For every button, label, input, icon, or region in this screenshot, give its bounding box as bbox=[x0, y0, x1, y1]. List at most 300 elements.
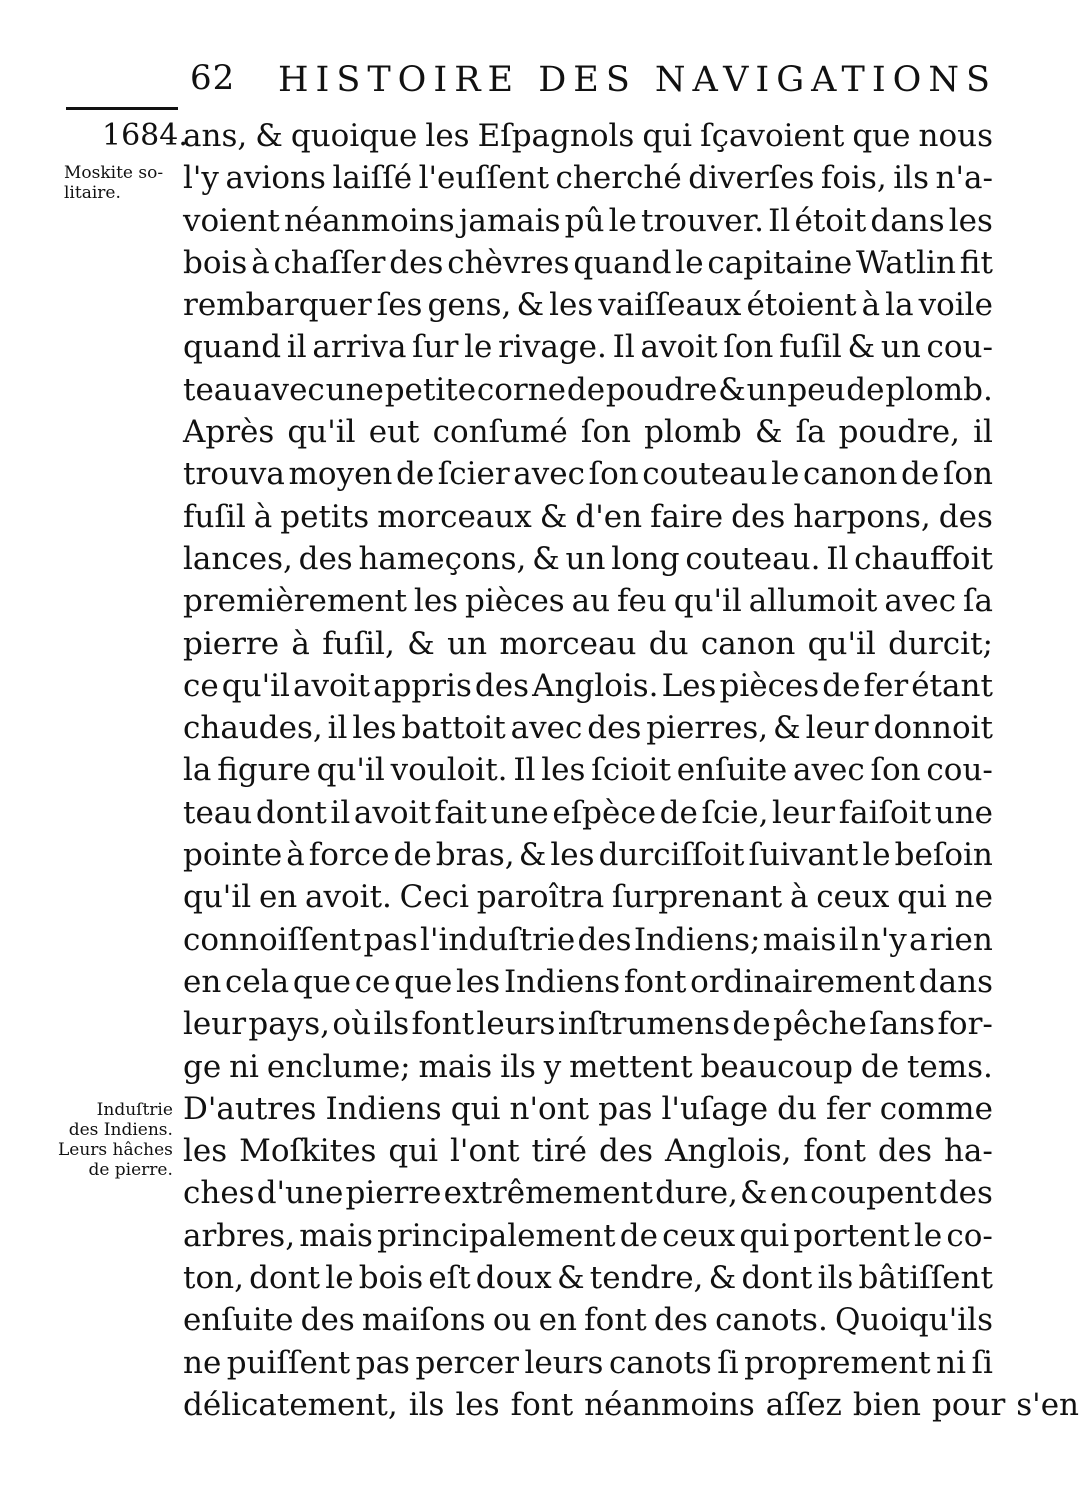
word: qu'il bbox=[221, 667, 290, 704]
word: pointe bbox=[183, 837, 283, 874]
word: des bbox=[938, 1175, 993, 1212]
margin-year: 1684. bbox=[102, 118, 188, 153]
word: des bbox=[938, 498, 993, 535]
word: & bbox=[708, 1260, 737, 1297]
word: arriva bbox=[312, 329, 407, 366]
word: de bbox=[395, 456, 435, 493]
word: morceau bbox=[499, 625, 637, 662]
word: Eſpagnols bbox=[477, 118, 635, 154]
word: vaiſſeaux bbox=[598, 287, 742, 324]
word: mais bbox=[762, 921, 837, 958]
word: mettent bbox=[569, 1048, 693, 1085]
word: de bbox=[822, 667, 861, 704]
word: & bbox=[539, 498, 568, 535]
word: voient bbox=[183, 202, 280, 239]
word: ceux bbox=[816, 879, 890, 916]
word: ches bbox=[183, 1175, 255, 1212]
word: étoient bbox=[746, 287, 857, 324]
word: allumoit bbox=[748, 583, 878, 620]
word: cou- bbox=[926, 752, 993, 789]
word: corne bbox=[476, 371, 567, 408]
word: de bbox=[393, 837, 432, 874]
word: de bbox=[846, 371, 885, 408]
word: pêche bbox=[772, 1006, 867, 1043]
word: nous bbox=[918, 118, 993, 154]
word: il bbox=[286, 329, 307, 366]
word: les bbox=[549, 287, 594, 324]
word: fait bbox=[434, 794, 487, 831]
word: la bbox=[183, 752, 212, 789]
word: ſi bbox=[717, 1344, 739, 1381]
text-line bbox=[183, 707, 993, 749]
word: comme bbox=[879, 1090, 993, 1127]
word: & bbox=[754, 414, 783, 451]
word: ne bbox=[183, 1344, 222, 1381]
word: bien bbox=[852, 1386, 921, 1423]
word: fois, bbox=[820, 160, 887, 197]
word: font bbox=[584, 1302, 647, 1339]
word: co- bbox=[946, 1217, 993, 1254]
word: Watlin bbox=[856, 244, 956, 281]
word: & bbox=[556, 1260, 585, 1297]
word: ſurprenant bbox=[612, 879, 783, 916]
text-line bbox=[183, 538, 993, 580]
word: des bbox=[389, 244, 444, 281]
word: ge bbox=[183, 1048, 222, 1085]
word: portent bbox=[793, 1217, 910, 1254]
word: des bbox=[731, 498, 786, 535]
word: ſes bbox=[376, 287, 423, 324]
word: des bbox=[474, 667, 530, 704]
word: chauffoit bbox=[854, 540, 993, 577]
margin-note-moskite bbox=[64, 163, 163, 203]
word: l'induſtrie bbox=[420, 921, 576, 958]
word: rivage. bbox=[498, 329, 607, 366]
word: petits bbox=[280, 498, 370, 535]
margin-note-line: Moskite so- bbox=[64, 163, 164, 183]
word: percer bbox=[415, 1344, 520, 1381]
word: dure, bbox=[655, 1175, 738, 1212]
word: dont bbox=[741, 1260, 813, 1297]
word: avoit bbox=[353, 794, 431, 831]
word: a bbox=[909, 921, 928, 958]
word: pierre bbox=[345, 1175, 442, 1212]
word: trouva bbox=[183, 456, 285, 493]
word: ils bbox=[500, 1048, 536, 1085]
word: D'autres bbox=[183, 1090, 317, 1127]
word: néanmoins bbox=[284, 202, 455, 239]
word: coupent bbox=[810, 1175, 937, 1212]
text-line bbox=[183, 1046, 993, 1088]
word: de bbox=[659, 794, 698, 831]
word: paroîtra bbox=[476, 879, 605, 916]
word: pierres, bbox=[646, 710, 769, 747]
word: une bbox=[325, 371, 384, 408]
word: ſon bbox=[942, 456, 993, 493]
word: Il bbox=[826, 540, 849, 577]
word: bras, bbox=[435, 837, 515, 874]
word: dont bbox=[249, 1260, 321, 1297]
margin-note-line: des Indiens. bbox=[68, 1120, 173, 1140]
word: battoit bbox=[401, 710, 506, 747]
word: des bbox=[598, 1133, 654, 1170]
word: Anglois. bbox=[532, 667, 659, 704]
text-line bbox=[183, 1342, 993, 1384]
word: plomb. bbox=[885, 371, 993, 408]
word: étant bbox=[911, 667, 993, 704]
word: en bbox=[769, 1175, 809, 1212]
word: chèvres bbox=[447, 244, 570, 281]
word: avec bbox=[510, 710, 583, 747]
word: d'une bbox=[256, 1175, 344, 1212]
word: ne bbox=[954, 879, 993, 916]
word: fuſil bbox=[779, 329, 842, 366]
word: cherché bbox=[555, 160, 682, 197]
word: font bbox=[623, 963, 687, 1000]
word: diverſes bbox=[688, 160, 815, 197]
text-line bbox=[183, 623, 993, 665]
running-header bbox=[190, 52, 997, 102]
word: moyen bbox=[288, 456, 393, 493]
word: canon bbox=[803, 456, 898, 493]
word: l'uſage bbox=[661, 1090, 769, 1127]
word: de bbox=[901, 456, 940, 493]
word: les bbox=[352, 710, 397, 747]
word: la bbox=[885, 287, 914, 324]
word: ſcie, bbox=[701, 794, 769, 831]
word: ſon bbox=[580, 414, 631, 451]
word: bâtiſſent bbox=[858, 1260, 993, 1297]
text-line bbox=[183, 453, 993, 495]
word: laiſſé bbox=[332, 160, 413, 197]
word: l'euſſent bbox=[418, 160, 550, 197]
word: un bbox=[565, 540, 606, 577]
word: en bbox=[538, 1302, 577, 1339]
word: lances, bbox=[183, 540, 293, 577]
word: jamais bbox=[458, 202, 561, 239]
margin-note-line: de pierre. bbox=[88, 1160, 173, 1180]
word: rembarquer bbox=[183, 287, 372, 324]
text-line bbox=[183, 369, 993, 411]
word: s'en bbox=[1016, 1386, 1079, 1423]
word: leurs bbox=[476, 1006, 556, 1043]
word: durcit; bbox=[888, 625, 993, 662]
word: & bbox=[516, 287, 545, 324]
word: beſoin bbox=[894, 837, 993, 874]
word: enſuite bbox=[676, 752, 788, 789]
word: des bbox=[298, 540, 353, 577]
word: ſon bbox=[870, 752, 921, 789]
word: au bbox=[571, 583, 611, 620]
word: long bbox=[611, 540, 680, 577]
word: rien bbox=[929, 921, 993, 958]
text-line bbox=[183, 1215, 993, 1257]
word: où bbox=[332, 1006, 372, 1043]
text-line bbox=[183, 326, 993, 368]
word: ſon bbox=[723, 329, 774, 366]
word: fuſil, bbox=[322, 625, 395, 662]
word: & bbox=[532, 540, 560, 577]
word: avec bbox=[513, 456, 585, 493]
word: qui bbox=[388, 1133, 439, 1170]
word: avoit bbox=[292, 667, 371, 704]
word: font bbox=[510, 1386, 574, 1423]
word: Moſkites bbox=[239, 1133, 377, 1170]
word: enſuite bbox=[183, 1302, 294, 1339]
word: à bbox=[251, 244, 270, 281]
text-line bbox=[183, 876, 993, 918]
word: ſçavoient bbox=[700, 118, 845, 154]
word: le bbox=[914, 1217, 943, 1254]
word: pièces bbox=[464, 583, 565, 620]
text-line bbox=[183, 1130, 993, 1172]
word: Indiens bbox=[325, 1090, 442, 1127]
word: les bbox=[948, 202, 993, 239]
word: eut bbox=[368, 414, 420, 451]
word: ſi bbox=[971, 1344, 993, 1381]
word: les bbox=[456, 963, 501, 1000]
word: Indiens; bbox=[633, 921, 761, 958]
word: avec bbox=[884, 583, 957, 620]
word: le bbox=[325, 1260, 354, 1297]
word: les bbox=[541, 752, 586, 789]
word: chaudes, bbox=[183, 710, 323, 747]
word: néanmoins bbox=[584, 1386, 755, 1423]
word: de bbox=[619, 1217, 658, 1254]
word: le bbox=[862, 837, 891, 874]
word: à bbox=[789, 879, 809, 916]
text-line bbox=[183, 115, 993, 157]
word: les bbox=[183, 1133, 228, 1170]
word: ſa bbox=[963, 583, 993, 620]
text-line bbox=[183, 834, 993, 876]
text-line bbox=[183, 919, 993, 961]
word: les bbox=[425, 118, 470, 154]
header-rule bbox=[66, 107, 178, 110]
word: Anglois, bbox=[665, 1133, 792, 1170]
word: canots. bbox=[715, 1302, 828, 1339]
word: ſa bbox=[795, 414, 826, 451]
word: Il bbox=[768, 202, 791, 239]
text-line bbox=[183, 242, 993, 284]
word: leur bbox=[805, 710, 869, 747]
word: des bbox=[877, 1133, 933, 1170]
word: à bbox=[861, 287, 881, 324]
word: avions bbox=[225, 160, 326, 197]
text-line bbox=[183, 665, 993, 707]
word: puiſſent bbox=[226, 1344, 351, 1381]
word: ſon bbox=[588, 456, 639, 493]
word: Il bbox=[612, 329, 635, 366]
word: des bbox=[587, 710, 642, 747]
word: les bbox=[455, 1386, 500, 1423]
word: qu'il bbox=[807, 625, 876, 662]
word: & bbox=[518, 837, 547, 874]
word: gens, bbox=[427, 287, 512, 324]
word: n'ont bbox=[509, 1090, 590, 1127]
word: force bbox=[308, 837, 390, 874]
word: dont bbox=[255, 794, 327, 831]
word: une bbox=[490, 794, 549, 831]
text-line bbox=[183, 1088, 993, 1130]
margin-note-line: Leurs hâches bbox=[58, 1140, 173, 1160]
word: quoique bbox=[290, 118, 418, 154]
word: couteau. bbox=[685, 540, 821, 577]
word: ils bbox=[893, 160, 930, 197]
word: du bbox=[648, 625, 689, 662]
word: le bbox=[771, 456, 800, 493]
margin-note-line: litaire. bbox=[64, 183, 121, 203]
text-line bbox=[183, 411, 993, 453]
text-line bbox=[183, 1003, 993, 1045]
word: tendre, bbox=[589, 1260, 704, 1297]
word: les bbox=[550, 837, 595, 874]
word: qu'il bbox=[287, 414, 356, 451]
word: connoiſſent bbox=[183, 921, 362, 958]
word: & bbox=[255, 118, 283, 154]
running-title: HISTOIRE DES NAVIGATIONS bbox=[278, 60, 997, 100]
word: ce bbox=[183, 667, 219, 704]
word: un bbox=[880, 329, 921, 366]
word: maiſons bbox=[361, 1302, 486, 1339]
word: faiſoit bbox=[838, 794, 932, 831]
word: trouver. bbox=[640, 202, 765, 239]
word: fer bbox=[863, 667, 909, 704]
word: voile bbox=[918, 287, 993, 324]
word: petite bbox=[384, 371, 477, 408]
word: qu'il bbox=[673, 583, 742, 620]
text-line bbox=[183, 496, 993, 538]
word: mais bbox=[418, 1048, 493, 1085]
word: canots bbox=[608, 1344, 712, 1381]
word: ton, bbox=[183, 1260, 244, 1297]
word: ordinairement bbox=[690, 963, 916, 1000]
word: proprement bbox=[744, 1344, 931, 1381]
text-line bbox=[183, 1384, 1079, 1426]
word: & bbox=[773, 710, 801, 747]
word: ſcioit bbox=[591, 752, 672, 789]
word: principalement bbox=[377, 1217, 616, 1254]
text-line bbox=[183, 284, 993, 326]
word: que bbox=[852, 118, 911, 154]
word: à bbox=[286, 837, 305, 874]
text-line bbox=[183, 1172, 993, 1214]
word: n'y bbox=[860, 921, 907, 958]
word: ou bbox=[492, 1302, 532, 1339]
word: ſuivant bbox=[748, 837, 859, 874]
word: d'en bbox=[575, 498, 643, 535]
word: & bbox=[847, 329, 876, 366]
word: bois bbox=[183, 244, 248, 281]
word: une bbox=[934, 794, 993, 831]
word: ils bbox=[408, 1386, 445, 1423]
word: un bbox=[447, 625, 488, 662]
word: ceux bbox=[662, 1217, 736, 1254]
word: ans, bbox=[183, 118, 248, 154]
word: teau bbox=[183, 371, 253, 408]
word: Indiens bbox=[503, 963, 621, 1000]
word: morceaux bbox=[377, 498, 532, 535]
word: y bbox=[543, 1048, 562, 1085]
page-number: 62 bbox=[190, 58, 236, 98]
word: que bbox=[292, 963, 352, 1000]
word: arbres, bbox=[183, 1217, 296, 1254]
word: Ceci bbox=[399, 879, 470, 916]
word: & bbox=[740, 1175, 768, 1212]
text-line bbox=[183, 1299, 993, 1341]
margin-note-industrie bbox=[58, 1100, 173, 1180]
word: le bbox=[608, 202, 637, 239]
word: de bbox=[860, 1048, 900, 1085]
word: du bbox=[777, 1090, 817, 1127]
word: avec bbox=[253, 371, 325, 408]
word: l'ont bbox=[450, 1133, 520, 1170]
word: quand bbox=[183, 329, 282, 366]
word: ſcier bbox=[437, 456, 510, 493]
word: pas bbox=[598, 1090, 653, 1127]
margin-note-line: Induſtrie bbox=[96, 1100, 173, 1120]
word: ils bbox=[817, 1260, 854, 1297]
word: leur bbox=[183, 1006, 247, 1043]
word: pour bbox=[931, 1386, 1006, 1423]
word: & bbox=[407, 625, 435, 662]
word: enclume; bbox=[266, 1048, 411, 1085]
word: aſſez bbox=[765, 1386, 842, 1423]
body-text bbox=[183, 115, 1079, 1426]
word: les bbox=[413, 583, 459, 620]
word: couteau bbox=[642, 456, 768, 493]
word: de bbox=[732, 1006, 771, 1043]
text-line bbox=[183, 792, 993, 834]
word: avoit bbox=[640, 329, 718, 366]
word: des bbox=[577, 921, 632, 958]
word: ni bbox=[936, 1344, 967, 1381]
word: un bbox=[746, 371, 787, 408]
word: avec bbox=[793, 752, 865, 789]
word: inſtrumens bbox=[557, 1006, 731, 1043]
word: leur bbox=[772, 794, 836, 831]
word: qu'il bbox=[316, 752, 385, 789]
word: Les bbox=[661, 667, 717, 704]
word: ni bbox=[229, 1048, 259, 1085]
text-line bbox=[183, 749, 993, 791]
word: en bbox=[258, 879, 298, 916]
word: premièrement bbox=[183, 583, 407, 620]
word: ſans bbox=[869, 1006, 936, 1043]
word: hameçons, bbox=[358, 540, 527, 577]
word: appris bbox=[373, 667, 472, 704]
word: feu bbox=[616, 583, 667, 620]
word: cou- bbox=[926, 329, 993, 366]
word: il bbox=[330, 794, 351, 831]
word: beaucoup bbox=[700, 1048, 853, 1085]
word: Quoiqu'ils bbox=[834, 1302, 993, 1339]
word: à bbox=[253, 498, 273, 535]
word: pays, bbox=[248, 1006, 331, 1043]
word: il bbox=[973, 414, 993, 451]
word: durciſſoit bbox=[598, 837, 745, 874]
word: canon bbox=[700, 625, 796, 662]
word: pas bbox=[363, 921, 418, 958]
word: n'a- bbox=[935, 160, 993, 197]
word: chaſſer bbox=[273, 244, 386, 281]
word: poudre, bbox=[838, 414, 961, 451]
word: peu bbox=[787, 371, 846, 408]
word: fer bbox=[826, 1090, 871, 1127]
text-line bbox=[183, 157, 993, 199]
word: cela bbox=[225, 963, 290, 1000]
word: ha- bbox=[943, 1133, 993, 1170]
